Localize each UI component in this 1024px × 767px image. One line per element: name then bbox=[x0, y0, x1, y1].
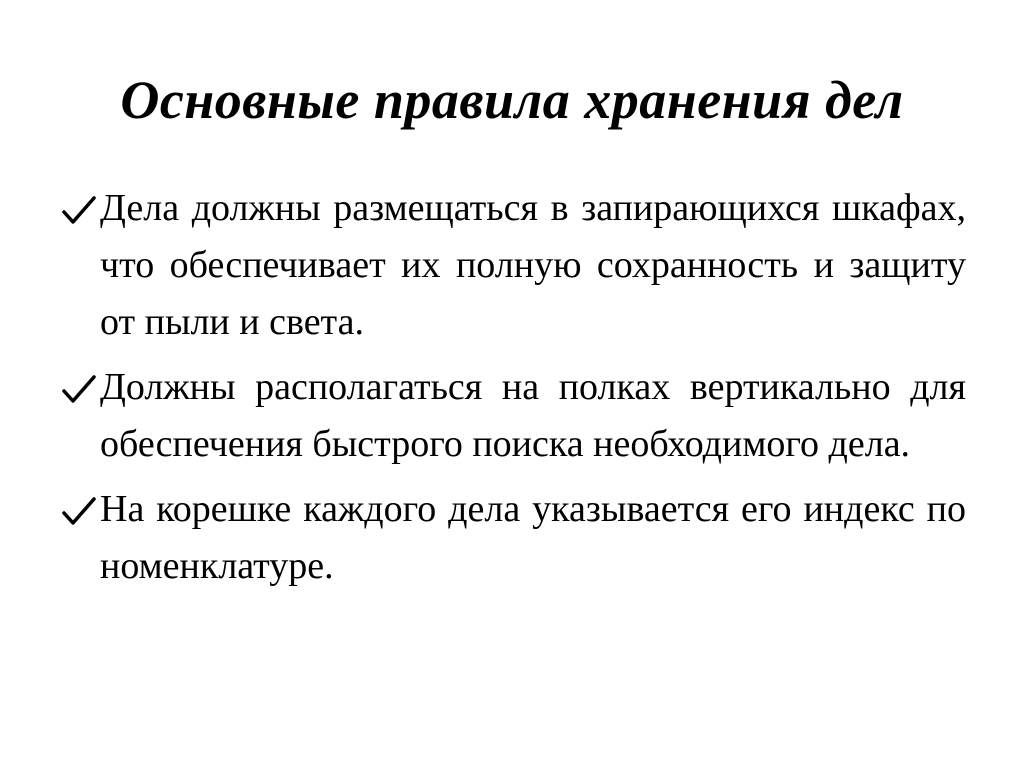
bullet-text: На корешке каждого дела указывается его индекс по номенклатуре. bbox=[100, 488, 966, 587]
bullet-item-2 bbox=[62, 359, 966, 473]
check-icon bbox=[62, 195, 96, 225]
bullet-item-1 bbox=[62, 180, 966, 351]
check-icon bbox=[62, 374, 96, 404]
bullet-text: Дела должны размещаться в запирающихся шкафах, что обеспечивает их полную сохранность и защиту от пыли и света. bbox=[100, 187, 966, 343]
slide-title: Основные правила хранения дел bbox=[120, 70, 904, 130]
bullet-item-3 bbox=[62, 481, 966, 595]
bullet-list bbox=[62, 180, 966, 603]
bullet-text: Должны располагаться на полках вертикально для обеспечения быстрого поиска необходимого дела. bbox=[100, 366, 966, 465]
check-icon bbox=[62, 496, 96, 526]
